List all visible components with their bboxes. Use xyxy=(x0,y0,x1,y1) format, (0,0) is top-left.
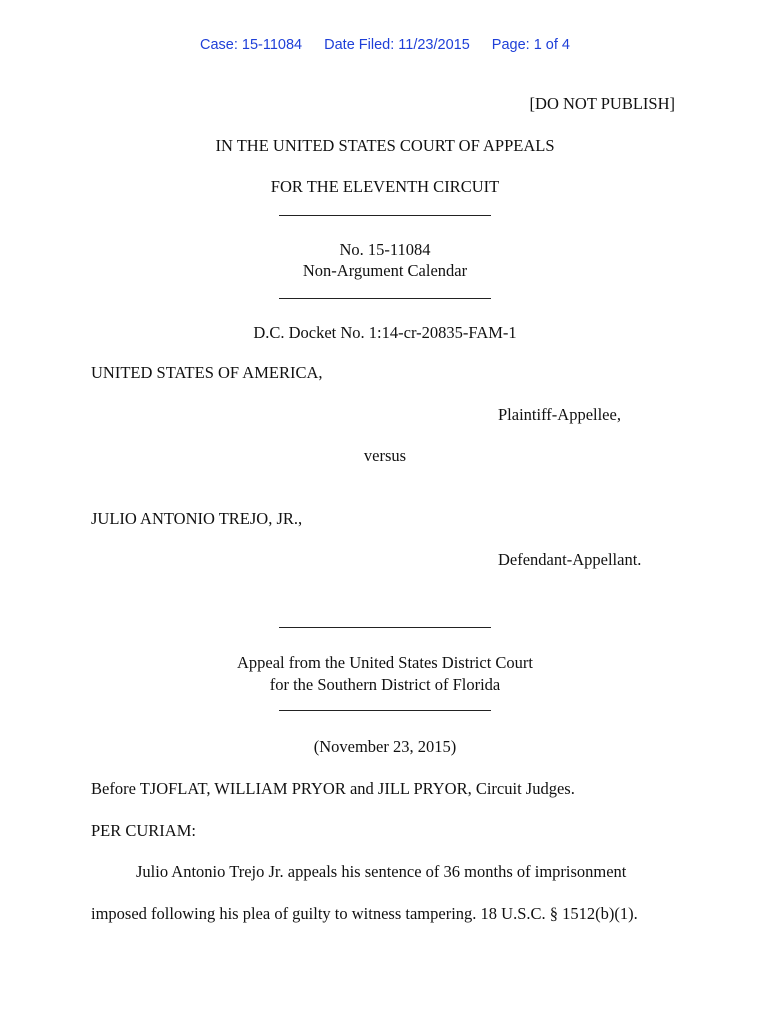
appeal-origin: Appeal from the United States District Court xyxy=(236,653,534,672)
plaintiff-name: UNITED STATES OF AMERICA, xyxy=(91,363,323,382)
page-count-label: Page: 1 of 4 xyxy=(491,37,570,53)
per-curiam-heading: PER CURIAM: xyxy=(91,821,196,840)
panel-judges: Before TJOFLAT, WILLIAM PRYOR and JILL PRYOR, Circuit Judges. xyxy=(91,779,575,798)
court-title: IN THE UNITED STATES COURT OF APPEALS xyxy=(215,136,555,155)
divider xyxy=(279,298,491,299)
circuit-title: FOR THE ELEVENTH CIRCUIT xyxy=(270,177,500,196)
opinion-text-line: imposed following his plea of guilty to witness tampering. 18 U.S.C. § 1512(b)(1). xyxy=(91,904,638,923)
case-number-label: Case: 15-11084 xyxy=(199,37,303,53)
case-number: No. 15-11084 xyxy=(339,240,431,259)
divider xyxy=(279,710,491,711)
opinion-text-line: Julio Antonio Trejo Jr. appeals his sentence of 36 months of imprisonment xyxy=(136,862,627,881)
divider xyxy=(279,627,491,628)
defendant-role: Defendant-Appellant. xyxy=(498,550,642,569)
divider xyxy=(279,215,491,216)
versus-label: versus xyxy=(363,446,407,465)
case-header xyxy=(0,37,770,53)
date-filed-label: Date Filed: 11/23/2015 xyxy=(324,37,470,53)
plaintiff-role: Plaintiff-Appellee, xyxy=(498,405,621,424)
publish-status: [DO NOT PUBLISH] xyxy=(529,94,675,113)
defendant-name: JULIO ANTONIO TREJO, JR., xyxy=(91,509,303,528)
appeal-district: for the Southern District of Florida xyxy=(269,675,501,694)
decision-date: (November 23, 2015) xyxy=(313,737,457,756)
calendar-type: Non-Argument Calendar xyxy=(302,261,468,280)
docket-number: D.C. Docket No. 1:14-cr-20835-FAM-1 xyxy=(253,323,517,342)
